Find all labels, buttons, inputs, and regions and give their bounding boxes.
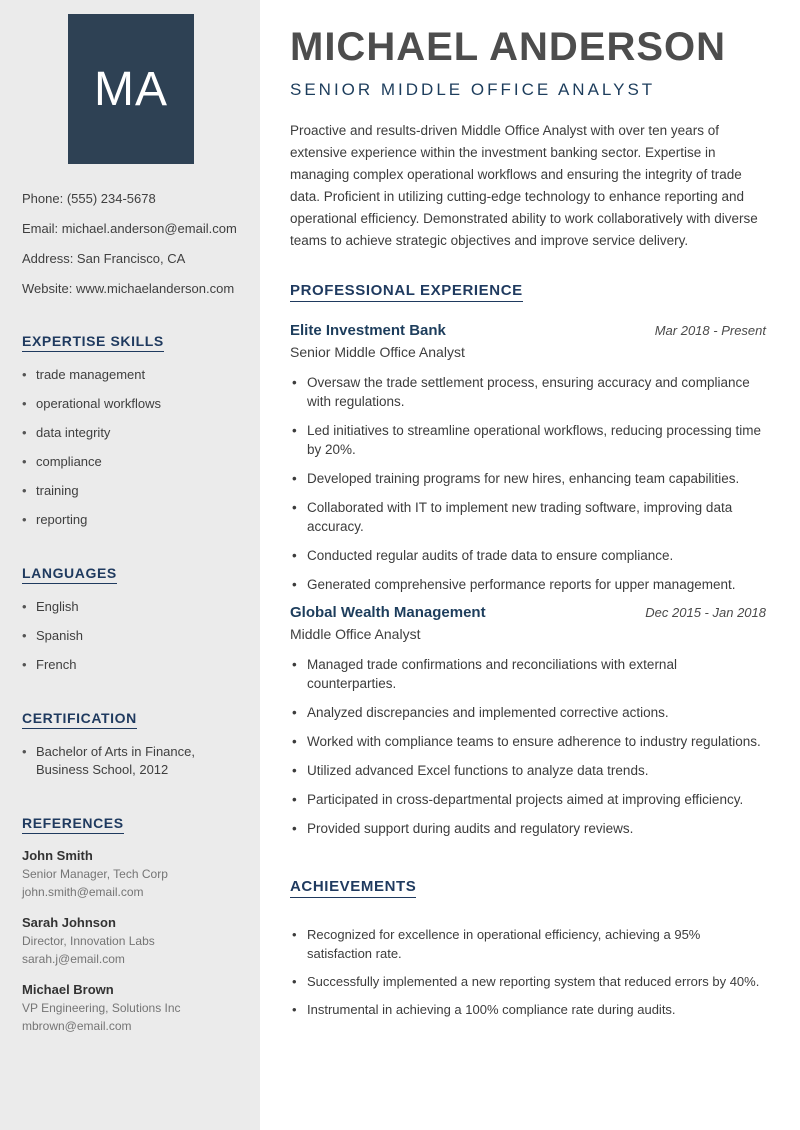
list-item: • compliance — [22, 453, 240, 471]
skills-list — [22, 366, 240, 529]
languages-heading: LANGUAGES — [22, 565, 117, 584]
job-dates: Mar 2018 - Present — [654, 323, 766, 338]
bullet-item: • Developed training programs for new hires, enhancing team capabilities. — [290, 469, 766, 488]
main-content — [260, 0, 800, 1130]
bullet-item: • Worked with compliance teams to ensure adherence to industry regulations. — [290, 732, 766, 751]
reference-name: Michael Brown — [22, 982, 114, 997]
contact-phone: Phone: (555) 234-5678 — [22, 191, 156, 206]
bullet-item: • Instrumental in achieving a 100% compliance rate during audits. — [290, 1000, 766, 1019]
bullet-item: • Oversaw the trade settlement process, ensuring accuracy and compliance with regulations. — [290, 373, 766, 411]
job-header — [290, 604, 766, 621]
languages-section — [22, 565, 240, 674]
bullet-item: • Utilized advanced Excel functions to analyze data trends. — [290, 761, 766, 780]
achievements-list — [290, 925, 766, 1019]
contact-website: Website: www.michaelanderson.com — [22, 281, 235, 296]
job-header — [290, 322, 766, 339]
job-bullet-list — [290, 373, 766, 594]
bullet-item: • Provided support during audits and regulatory reviews. — [290, 819, 766, 838]
company-name: Global Wealth Management — [290, 604, 486, 621]
bullet-item: • Recognized for excellence in operational efficiency, achieving a 95% satisfaction rate. — [290, 925, 766, 963]
bullet-item: • Collaborated with IT to implement new trading software, improving data accuracy. — [290, 498, 766, 536]
sidebar — [0, 0, 260, 1130]
skills-section — [22, 333, 240, 529]
list-item: • operational workflows — [22, 395, 240, 413]
person-job-title: SENIOR MIDDLE OFFICE ANALYST — [290, 80, 656, 99]
contact-email: Email: michael.anderson@email.com — [22, 221, 237, 236]
reference-role: Director, Innovation Labs — [22, 934, 155, 948]
languages-list — [22, 598, 240, 674]
reference-role: Senior Manager, Tech Corp — [22, 867, 168, 881]
reference-email: mbrown@email.com — [22, 1019, 132, 1033]
reference-name: John Smith — [22, 848, 93, 863]
job-bullet-list — [290, 655, 766, 838]
bullet-item: • Analyzed discrepancies and implemented corrective actions. — [290, 703, 766, 722]
reference-email: sarah.j@email.com — [22, 952, 125, 966]
job-role: Middle Office Analyst — [290, 626, 421, 642]
bullet-item: • Participated in cross-departmental projects aimed at improving efficiency. — [290, 790, 766, 809]
achievements-heading: ACHIEVEMENTS — [290, 878, 416, 898]
certification-list — [22, 743, 240, 779]
bullet-item: • Generated comprehensive performance reports for upper management. — [290, 575, 766, 594]
reference-role: VP Engineering, Solutions Inc — [22, 1001, 181, 1015]
contact-block — [22, 190, 240, 297]
monogram-avatar — [68, 14, 194, 164]
achievements-section — [290, 848, 766, 1019]
list-item: • data integrity — [22, 424, 240, 442]
monogram-initials: MA — [94, 62, 168, 116]
experience-section — [290, 252, 766, 838]
skills-heading: EXPERTISE SKILLS — [22, 333, 164, 352]
bullet-item: • Managed trade confirmations and reconciliations with external counterparties. — [290, 655, 766, 693]
reference-name: Sarah Johnson — [22, 915, 116, 930]
list-item: • Bachelor of Arts in Finance, Business School, 2012 — [22, 743, 240, 779]
bullet-item: • Successfully implemented a new reporting system that reduced errors by 40%. — [290, 972, 766, 991]
list-item: • trade management — [22, 366, 240, 384]
company-name: Elite Investment Bank — [290, 322, 446, 339]
summary-paragraph: Proactive and results-driven Middle Office Analyst with over ten years of extensive experience within the investment banking sector. Expertise in managing complex operational workflows and ensuring the integrity of trade data. Proficient in utilizing cutting-edge technology to enhance reporting and operational efficiency. Demonstrated ability to work collaboratively with diverse teams to achieve strategic objectives and improve service delivery. — [290, 123, 758, 248]
list-item: • English — [22, 598, 240, 616]
reference-entry — [22, 915, 240, 967]
job-entry — [290, 322, 766, 594]
certification-heading: CERTIFICATION — [22, 710, 137, 729]
reference-email: john.smith@email.com — [22, 885, 144, 899]
references-section — [22, 815, 240, 1034]
reference-entry — [22, 982, 240, 1034]
reference-entry — [22, 848, 240, 900]
references-heading: REFERENCES — [22, 815, 124, 834]
experience-heading: PROFESSIONAL EXPERIENCE — [290, 282, 523, 302]
job-dates: Dec 2015 - Jan 2018 — [645, 605, 766, 620]
person-name: MICHAEL ANDERSON — [290, 25, 727, 69]
job-role: Senior Middle Office Analyst — [290, 344, 465, 360]
contact-address: Address: San Francisco, CA — [22, 251, 186, 266]
certification-section — [22, 710, 240, 779]
bullet-item: • Conducted regular audits of trade data to ensure compliance. — [290, 546, 766, 565]
list-item: • Spanish — [22, 627, 240, 645]
list-item: • French — [22, 656, 240, 674]
list-item: • training — [22, 482, 240, 500]
bullet-item: • Led initiatives to streamline operational workflows, reducing processing time by 20%. — [290, 421, 766, 459]
list-item: • reporting — [22, 511, 240, 529]
job-entry — [290, 604, 766, 838]
